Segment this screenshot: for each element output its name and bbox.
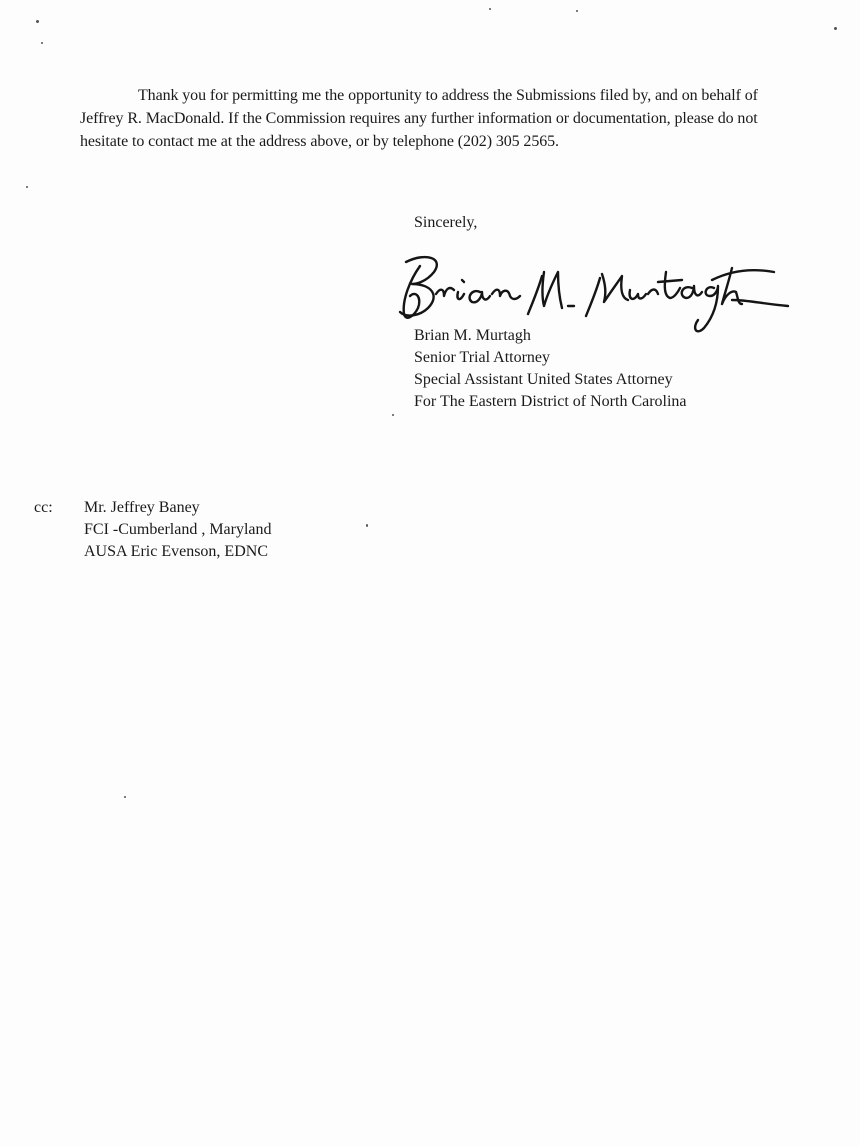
signer-name: Brian M. Murtagh — [414, 327, 531, 344]
scan-speck — [366, 524, 368, 527]
cc-recipient: AUSA Eric Evenson, EDNC — [84, 543, 268, 560]
scan-speck — [489, 8, 491, 10]
scan-speck — [26, 186, 28, 188]
signer-block — [414, 325, 687, 413]
scan-speck — [41, 42, 43, 44]
cc-recipient: Mr. Jeffrey Baney — [84, 499, 200, 516]
scan-speck — [36, 20, 39, 23]
letter-body — [80, 84, 800, 153]
cc-label: cc: — [34, 499, 53, 516]
signer-title-2: Special Assistant United States Attorney — [414, 371, 673, 388]
scan-speck — [576, 10, 578, 12]
scan-speck — [392, 414, 394, 416]
signer-title-1: Senior Trial Attorney — [414, 349, 551, 366]
closing-salutation: Sincerely, — [414, 214, 478, 231]
scan-speck — [124, 796, 126, 798]
body-paragraph-text: Thank you for permitting me the opportunity to address the Submissions filed by, and on behalf of Jeffrey R. MacDonald. If the Commission requires any further information or documentation, please do not hesitate to contact me at the address above, or by telephone (202) 305 2565. — [80, 87, 758, 150]
cc-recipient: FCI -Cumberland , Maryland — [84, 521, 272, 538]
signer-title-3: For The Eastern District of North Carolina — [414, 393, 687, 410]
cc-recipient-list — [84, 497, 272, 563]
scan-speck — [834, 27, 837, 30]
